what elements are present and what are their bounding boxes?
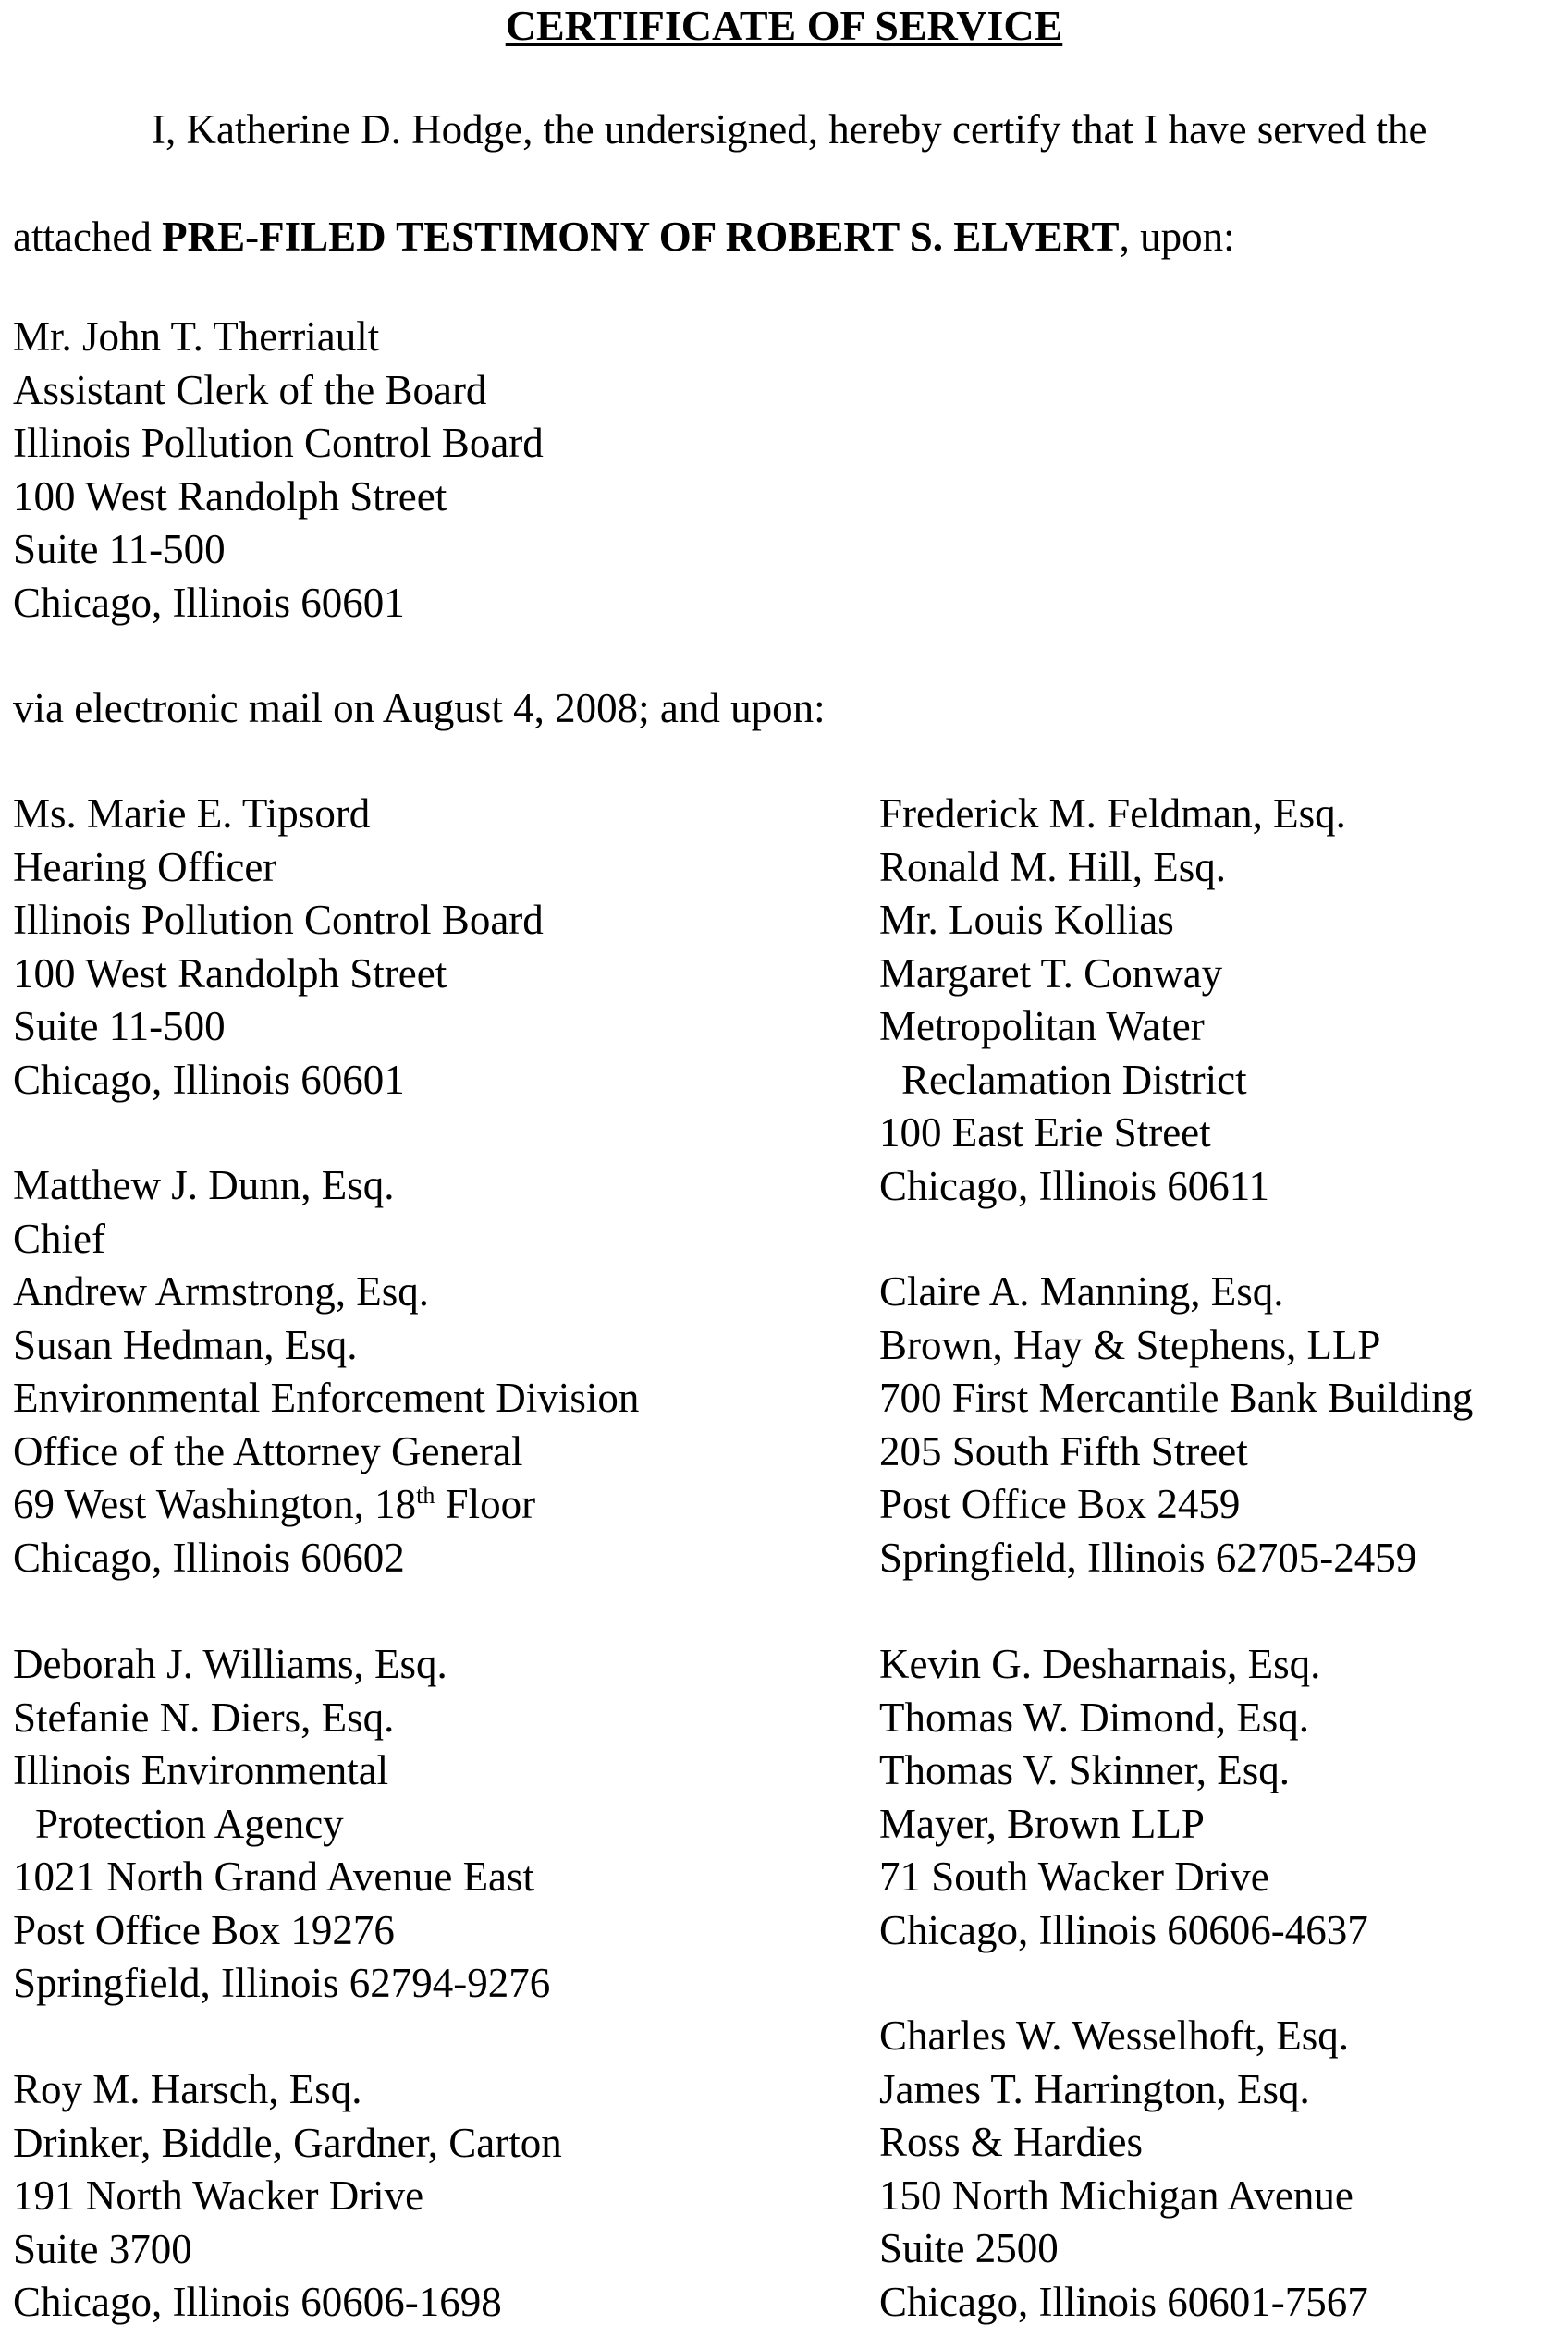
address-line: Matthew J. Dunn, Esq. [13, 1162, 395, 1208]
address-line: Suite 2500 [879, 2225, 1059, 2271]
address-line: Chief [13, 1215, 105, 1262]
address-line: Margaret T. Conway [879, 949, 1223, 997]
address-line: Mr. John T. Therriault [13, 313, 380, 360]
address-line: Thomas V. Skinner, Esq. [879, 1747, 1291, 1793]
address-block-feldman [879, 788, 1346, 1213]
address-line: Brown, Hay & Stephens, LLP [879, 1321, 1381, 1368]
address-line: Reclamation District [901, 1056, 1247, 1103]
address-line: 700 First Mercantile Bank Building [879, 1375, 1474, 1421]
address-line: 71 South Wacker Drive [879, 1854, 1269, 1900]
address-line: Kevin G. Desharnais, Esq. [879, 1641, 1321, 1687]
address-line: Suite 11-500 [13, 526, 226, 572]
address-line: Environmental Enforcement Division [13, 1375, 640, 1421]
address-line: Chicago, Illinois 60606-4637 [879, 1906, 1368, 1953]
address-line: Illinois Pollution Control Board [13, 420, 544, 466]
address-line: Mr. Louis Kollias [879, 897, 1174, 943]
intro-line-2 [13, 213, 1235, 261]
address-line: Protection Agency [35, 1800, 344, 1847]
address-line: 1021 North Grand Avenue East [13, 1854, 535, 1900]
address-line: Chicago, Illinois 60611 [879, 1162, 1270, 1209]
intro-line-1-text: I, Katherine D. Hodge, the undersigned, hereby certify that I have served the [152, 106, 1427, 153]
intro-line-1 [13, 105, 1427, 153]
intro-line-2-suffix: , upon: [1119, 214, 1235, 260]
address-block-wesselhoft [879, 2010, 1368, 2329]
address-line: Susan Hedman, Esq. [13, 1321, 358, 1368]
address-line: 100 West Randolph Street [13, 472, 447, 520]
address-line: Office of the Attorney General [13, 1427, 523, 1474]
address-line: Illinois Environmental [13, 1747, 389, 1793]
address-line: Frederick M. Feldman, Esq. [879, 790, 1346, 837]
address-line: Stefanie N. Diers, Esq. [13, 1694, 395, 1741]
address-line: Chicago, Illinois 60601 [13, 1056, 405, 1103]
address-line: Ross & Hardies [879, 2119, 1143, 2165]
address-block-therriault [13, 311, 544, 630]
address-line [13, 1478, 639, 1532]
address-line: Suite 11-500 [13, 1003, 226, 1049]
address-line: Chicago, Illinois 60601 [13, 579, 405, 626]
address-line: Chicago, Illinois 60602 [13, 1534, 405, 1581]
street-prefix: 69 West Washington, 18 [13, 1481, 417, 1527]
address-block-desharnais [879, 1638, 1368, 1957]
address-line: Post Office Box 2459 [879, 1481, 1241, 1527]
address-line: Ronald M. Hill, Esq. [879, 843, 1227, 890]
address-line: Chicago, Illinois 60601-7567 [879, 2278, 1368, 2325]
address-block-dunn [13, 1159, 639, 1585]
address-line: Drinker, Biddle, Gardner, Carton [13, 2119, 562, 2166]
address-line: Ms. Marie E. Tipsord [13, 790, 371, 837]
address-line: Assistant Clerk of the Board [13, 366, 487, 413]
address-line: Suite 3700 [13, 2225, 192, 2272]
address-line: Andrew Armstrong, Esq. [13, 1268, 429, 1315]
via-email-line: via electronic mail on August 4, 2008; and upon: [13, 685, 826, 731]
address-block-harsch [13, 2063, 562, 2330]
address-line: 205 South Fifth Street [879, 1427, 1248, 1474]
street-suffix: Floor [435, 1481, 536, 1527]
ordinal-suffix: th [416, 1482, 435, 1509]
address-line: Thomas W. Dimond, Esq. [879, 1694, 1310, 1741]
address-line: Claire A. Manning, Esq. [879, 1268, 1284, 1315]
address-line: Illinois Pollution Control Board [13, 897, 544, 943]
address-line: 150 North Michigan Avenue [879, 2172, 1354, 2219]
address-line: 191 North Wacker Drive [13, 2172, 424, 2219]
testimony-title: PRE-FILED TESTIMONY OF ROBERT S. ELVERT [162, 214, 1120, 260]
address-line: Hearing Officer [13, 843, 277, 890]
address-block-manning [879, 1266, 1473, 1585]
address-block-tipsord [13, 788, 544, 1107]
address-line: Mayer, Brown LLP [879, 1800, 1205, 1847]
address-line: Charles W. Wesselhoft, Esq. [879, 2013, 1350, 2059]
address-line: James T. Harrington, Esq. [879, 2065, 1310, 2112]
address-block-williams [13, 1638, 550, 2011]
address-line: Post Office Box 19276 [13, 1906, 395, 1953]
address-line: Roy M. Harsch, Esq. [13, 2066, 362, 2112]
document-title: CERTIFICATE OF SERVICE [505, 2, 1063, 49]
address-line: Chicago, Illinois 60606-1698 [13, 2279, 502, 2325]
address-line: 100 East Erie Street [879, 1109, 1211, 1156]
address-line: Metropolitan Water [879, 1003, 1205, 1049]
intro-line-2-prefix: attached [13, 214, 163, 260]
address-line: Springfield, Illinois 62705-2459 [879, 1534, 1417, 1581]
address-line: Deborah J. Williams, Esq. [13, 1641, 447, 1687]
address-line: Springfield, Illinois 62794-9276 [13, 1960, 551, 2006]
address-line: 100 West Randolph Street [13, 949, 447, 997]
